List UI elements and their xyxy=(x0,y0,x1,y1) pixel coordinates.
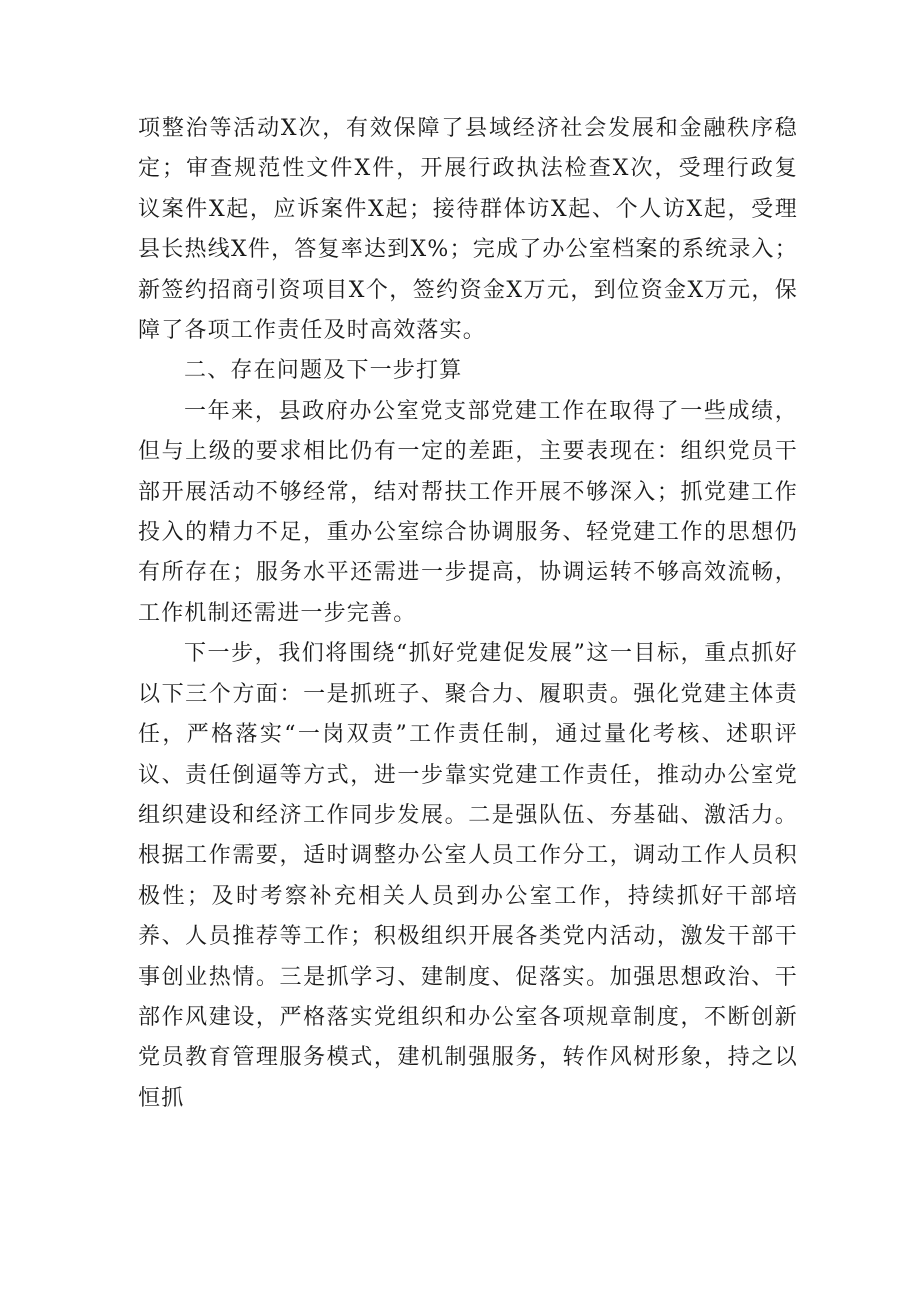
document-body xyxy=(138,109,798,1119)
paragraph-work-results: 项整治等活动X次，有效保障了县域经济社会发展和金融秩序稳定；审查规范性文件X件，开展行政执法检查X次，受理行政复议案件X起，应诉案件X起；接待群体访X起、个人访X起，受理县长热线X件，答复率达到X%；完成了办公室档案的系统录入；新签约招商引资项目X个，签约资金X万元，到位资金X万元，保障了各项工作责任及时高效落实。 xyxy=(138,116,798,344)
section-heading-problems-and-plans: 二、存在问题及下一步打算 xyxy=(184,358,463,384)
paragraph-next-steps: 下一步，我们将围绕“抓好党建促发展”这一目标，重点抓好以下三个方面：一是抓班子、聚合力、履职责。强化党建主体责任，严格落实“一岗双责”工作责任制，通过量化考核、述职评议、责任倒逼等方式，进一步靠实党建工作责任，推动办公室党组织建设和经济工作同步发展。二是强队伍、夯基础、激活力。根据工作需要，适时调整办公室人员工作分工，调动工作人员积极性；及时考察补充相关人员到办公室工作，持续抓好干部培养、人员推荐等工作；积极组织开展各类党内活动，激发干部干事创业热情。三是抓学习、建制度、促落实。加强思想政治、干部作风建设，严格落实党组织和办公室各项规章制度，不断创新党员教育管理服务模式，建机制强服务，转作风树形象，持之以恒抓 xyxy=(138,641,798,1111)
paragraph-existing-problems: 一年来，县政府办公室党支部党建工作在取得了一些成绩，但与上级的要求相比仍有一定的差距，主要表现在：组织党员干部开展活动不够经常，结对帮扶工作开展不够深入；抓党建工作投入的精力不足，重办公室综合协调服务、轻党建工作的思想仍有所存在；服务水平还需进一步提高，协调运转不够高效流畅，工作机制还需进一步完善。 xyxy=(138,398,798,626)
